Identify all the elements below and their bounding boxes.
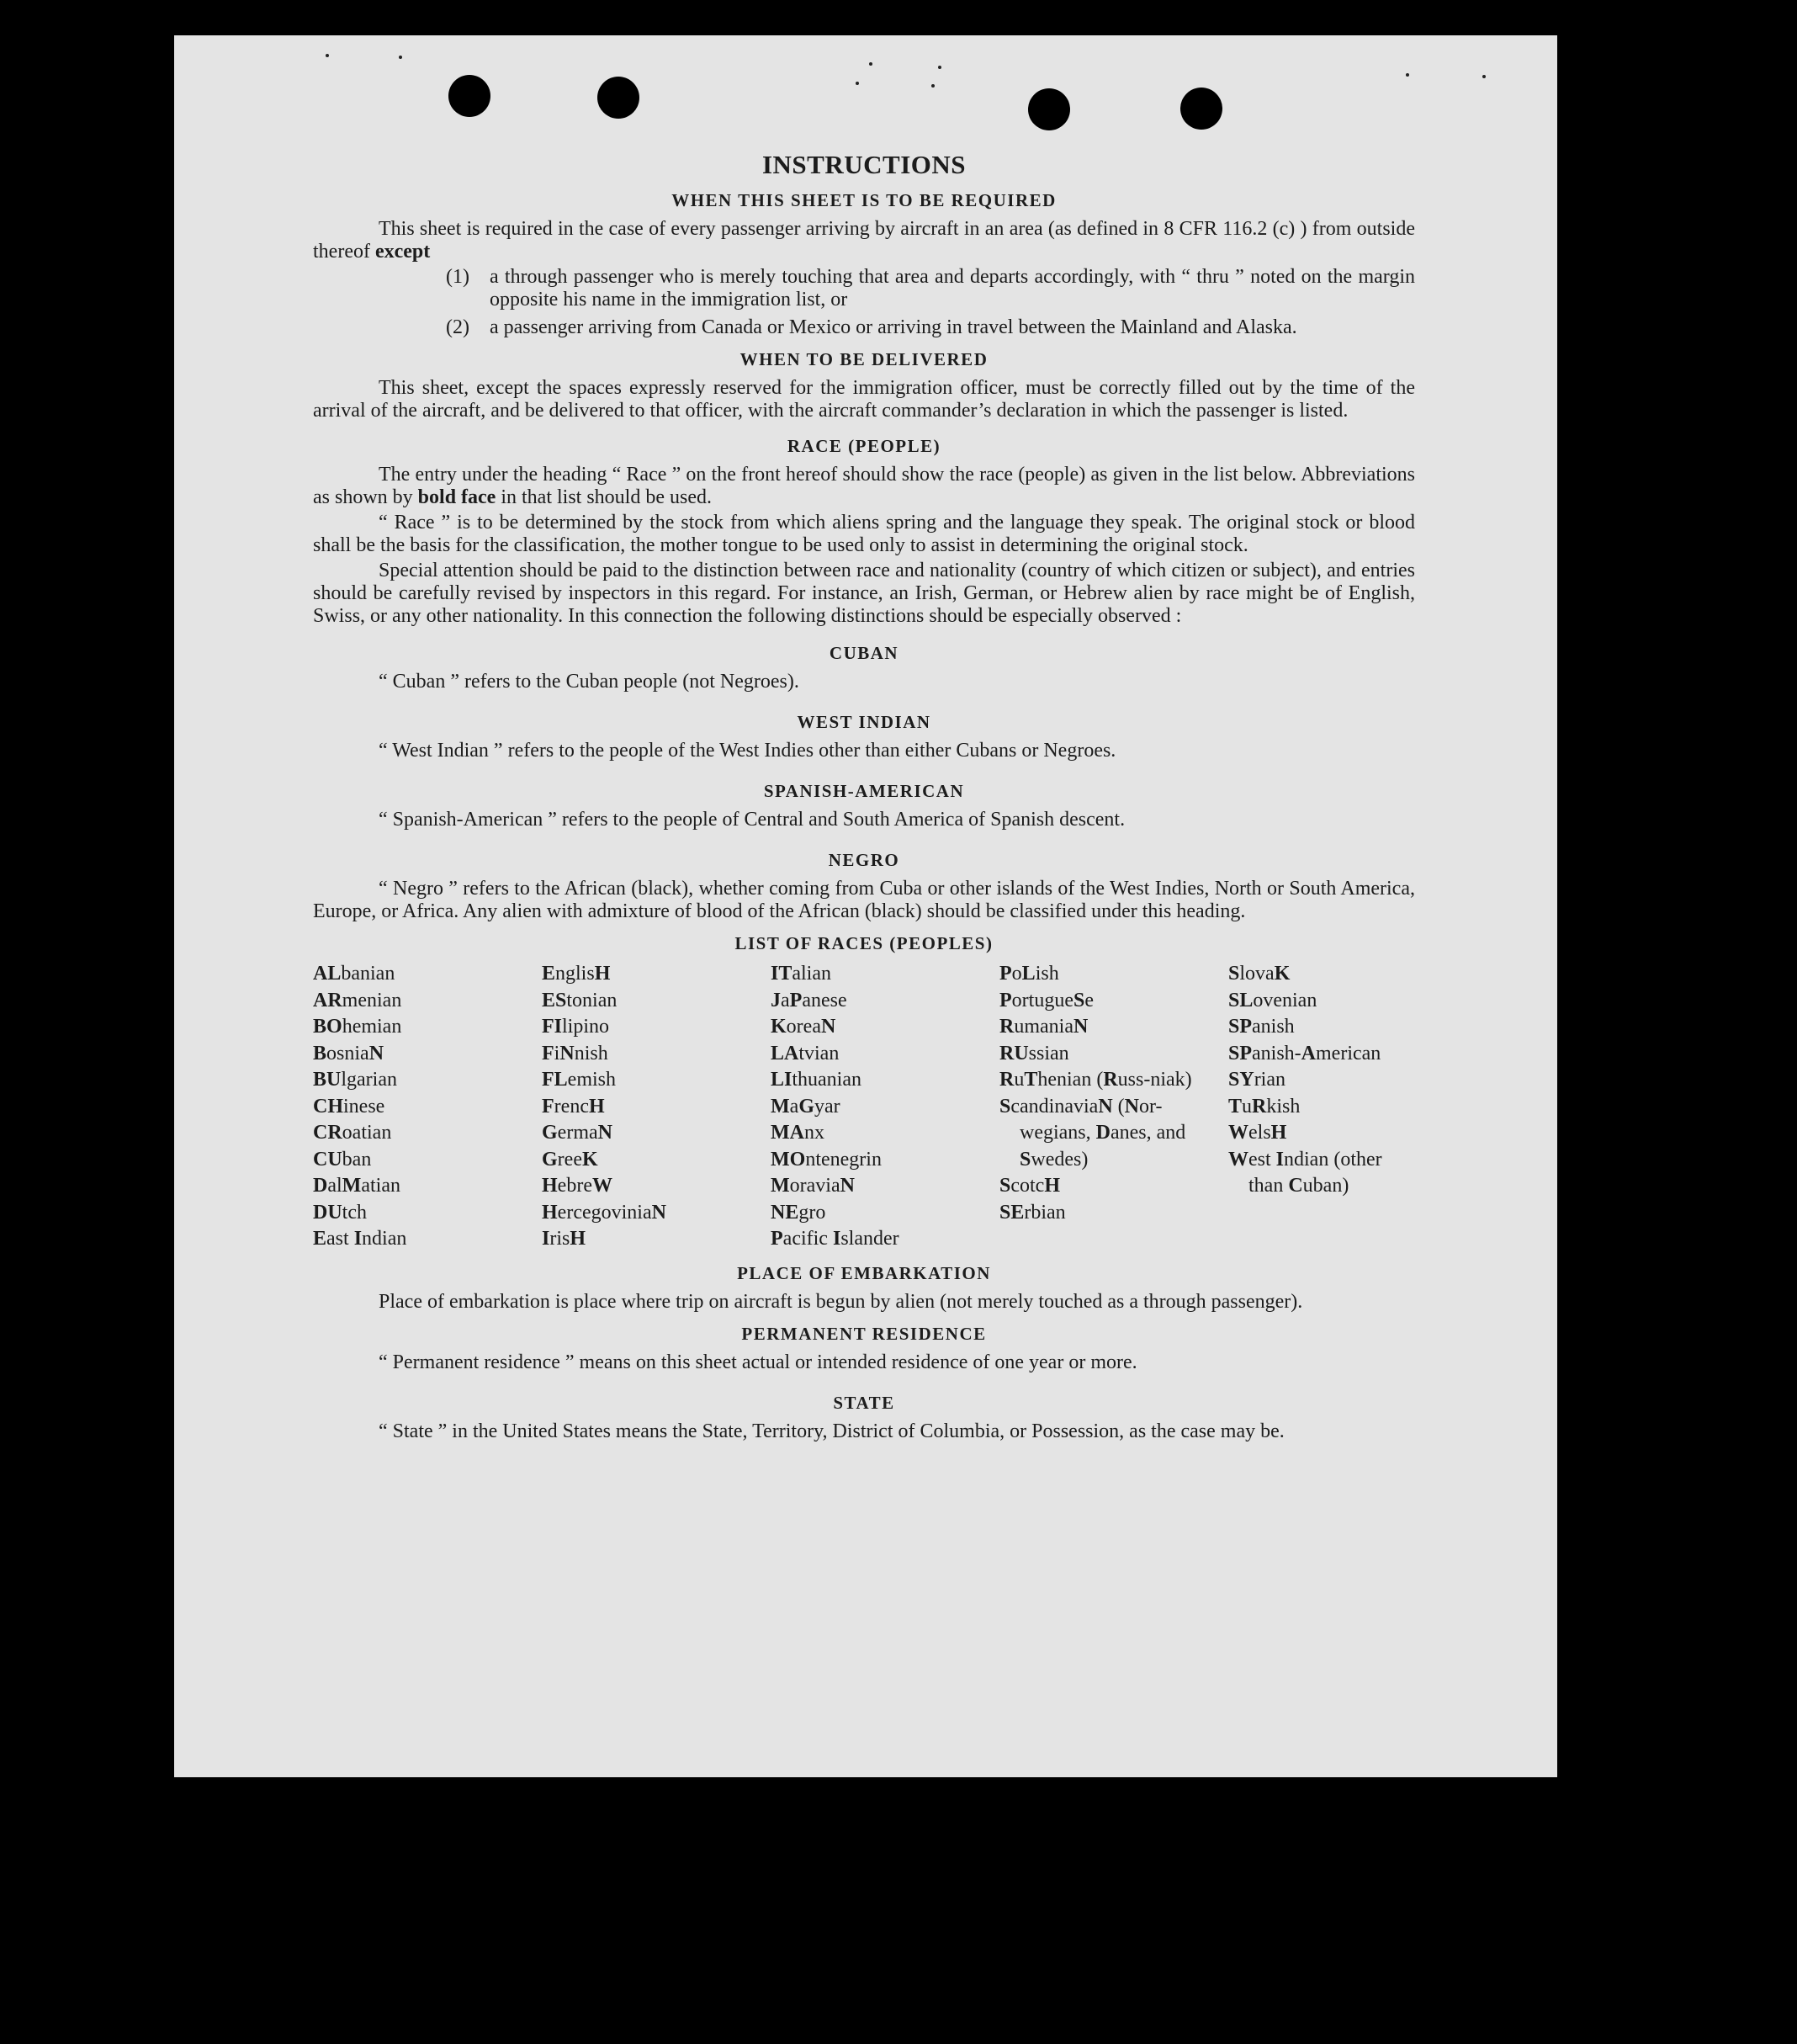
race-entry: LAtvian	[771, 1042, 840, 1064]
race-entry: SPanish	[1228, 1016, 1295, 1038]
race-entry: FrencH	[542, 1095, 605, 1118]
race-entry: WelsH	[1228, 1122, 1287, 1144]
dust-speck	[931, 84, 935, 88]
race-entry: RumaniaN	[999, 1016, 1089, 1038]
race-entry: FIlipino	[542, 1016, 610, 1038]
race-entry: BUlgarian	[313, 1069, 397, 1091]
race-column	[771, 961, 999, 1253]
race-list	[313, 961, 1415, 1253]
race-entry: ScandinaviaN (Nor-wegians, Danes, and Swedes)	[999, 1095, 1186, 1171]
exception-number: (2)	[446, 316, 469, 338]
race-entry: RuThenian (Russ-niak)	[999, 1069, 1192, 1091]
heading-west-indian: WEST INDIAN	[797, 712, 931, 732]
heading-permanent-residence: PERMANENT RESIDENCE	[741, 1323, 987, 1344]
page-title: INSTRUCTIONS	[761, 150, 966, 179]
race-entry: ARmenian	[313, 989, 402, 1011]
state-text: “ State ” in the United States means the State, Territory, District of Columbia, or Possession, as the case may be.	[379, 1420, 1285, 1442]
race-entry: FLemish	[542, 1069, 616, 1091]
race-entry: LIthuanian	[771, 1069, 861, 1091]
when-required-intro-text: This sheet is required in the case of every passenger arriving by aircraft in an area (as defined in 8 CFR 116.2 (c) ) from outside thereof	[313, 218, 1415, 263]
race-entry: CRoatian	[313, 1122, 392, 1144]
cuban-text: “ Cuban ” refers to the Cuban people (not Negroes).	[379, 671, 799, 693]
dust-speck	[938, 66, 941, 69]
heading-when-delivered: WHEN TO BE DELIVERED	[739, 349, 989, 369]
race-entry: MOntenegrin	[771, 1148, 882, 1171]
race-entry: MaGyar	[771, 1095, 840, 1118]
race-entry: SLovenian	[1228, 989, 1317, 1011]
race-paragraph-1-end: in that list should be used.	[501, 486, 712, 508]
race-entry: EnglisH	[542, 963, 611, 985]
race-entry: DUtch	[313, 1201, 367, 1224]
race-entry: ScotcH	[999, 1175, 1061, 1197]
document-page	[174, 35, 1557, 1777]
dust-speck	[399, 56, 402, 59]
exception-text: a through passenger who is merely touching that area and departs accordingly, with “ thru ” noted on the margin opposite his name in the immigration list, or	[490, 266, 1415, 311]
exception-number: (1)	[446, 266, 469, 288]
race-entry: HercegoviniaN	[542, 1201, 666, 1224]
race-entry: GreeK	[542, 1148, 598, 1171]
race-entry: GermaN	[542, 1122, 612, 1144]
race-entry: RUssian	[999, 1042, 1069, 1064]
race-entry: KoreaN	[771, 1016, 836, 1038]
when-delivered-text: This sheet, except the spaces expressly reserved for the immigration officer, must be correctly filled out by the time of the arrival of the aircraft, and be delivered to that officer, with the aircraft commander’s declaration in which the passenger is listed.	[313, 377, 1415, 422]
permanent-residence-text: “ Permanent residence ” means on this sheet actual or intended residence of one year or more.	[379, 1351, 1137, 1373]
heading-state: STATE	[833, 1392, 895, 1413]
race-column	[1228, 961, 1415, 1253]
heading-race: RACE (PEOPLE)	[787, 436, 941, 456]
race-entry: PoLish	[999, 963, 1059, 985]
race-entry: JaPanese	[771, 989, 847, 1011]
except-word: except	[374, 241, 431, 263]
race-paragraph-3: Special attention should be paid to the distinction between race and nationality (country of which citizen or subject), and entries should be carefully revised by inspectors in this regard. For instance, an Irish, German, or Hebrew alien by race might be of English, Swiss, or any other nationality. In this connection the following distinctions should be especially observed :	[313, 560, 1415, 627]
west-indian-text: “ West Indian ” refers to the people of the West Indies other than either Cubans or Negroes.	[379, 740, 1116, 762]
race-entry: FiNnish	[542, 1042, 608, 1064]
race-entry: BosniaN	[313, 1042, 384, 1064]
race-entry: MoraviaN	[771, 1175, 855, 1197]
race-entry: PortugueSe	[999, 989, 1094, 1011]
heading-spanish-american: SPANISH-AMERICAN	[763, 781, 965, 801]
race-entry: EStonian	[542, 989, 618, 1011]
dust-speck	[1482, 75, 1486, 78]
race-column	[542, 961, 771, 1253]
punch-hole	[1028, 88, 1070, 130]
heading-list-of-races: LIST OF RACES (PEOPLES)	[734, 933, 994, 953]
race-paragraph-2: “ Race ” is to be determined by the stock from which aliens spring and the language they speak. The original stock or blood shall be the basis for the classification, the mother tongue to be used only to assist in determining the original stock.	[313, 512, 1415, 556]
punch-hole	[597, 77, 639, 119]
place-of-embarkation-text: Place of embarkation is place where trip on aircraft is begun by alien (not merely touched as a through passenger).	[379, 1290, 1303, 1313]
race-entry: West Indian (other than Cuban)	[1228, 1148, 1382, 1197]
race-entry: IrisH	[542, 1228, 586, 1250]
race-entry: ITalian	[771, 963, 831, 985]
race-column	[999, 961, 1228, 1253]
bold-face-phrase: bold face	[417, 486, 496, 508]
race-entry: SYrian	[1228, 1069, 1285, 1091]
heading-place-of-embarkation: PLACE OF EMBARKATION	[737, 1262, 991, 1283]
race-entry: SPanish-American	[1228, 1042, 1381, 1064]
exception-item	[446, 316, 1415, 339]
dust-speck	[326, 54, 329, 57]
race-entry: ALbanian	[313, 963, 395, 985]
exception-text: a passenger arriving from Canada or Mexico or arriving in travel between the Mainland and Alaska.	[490, 316, 1297, 338]
exception-item	[446, 266, 1415, 311]
punch-hole	[1180, 88, 1222, 130]
race-column	[313, 961, 542, 1253]
when-required-intro	[313, 218, 1415, 263]
race-entry: MAnx	[771, 1122, 824, 1144]
race-entry: HebreW	[542, 1175, 612, 1197]
race-entry: Pacific Islander	[771, 1228, 899, 1250]
heading-when-required: WHEN THIS SHEET IS TO BE REQUIRED	[671, 190, 1057, 210]
race-entry: East Indian	[313, 1228, 407, 1250]
heading-negro: NEGRO	[828, 850, 900, 870]
race-entry: SlovaK	[1228, 963, 1291, 985]
race-entry: TuRkish	[1228, 1095, 1301, 1118]
race-entry: DalMatian	[313, 1175, 400, 1197]
race-entry: CHinese	[313, 1095, 385, 1118]
instructions-content	[313, 150, 1415, 1443]
dust-speck	[1406, 73, 1409, 77]
race-paragraph-1	[313, 464, 1415, 509]
spanish-american-text: “ Spanish-American ” refers to the people of Central and South America of Spanish descent.	[379, 809, 1126, 831]
race-entry: CUban	[313, 1148, 372, 1171]
race-entry: BOhemian	[313, 1016, 402, 1038]
race-entry: NEgro	[771, 1201, 826, 1224]
heading-cuban: CUBAN	[829, 643, 899, 663]
dust-speck	[869, 62, 872, 66]
negro-text: “ Negro ” refers to the African (black), whether coming from Cuba or other islands of the West Indies, North or South America, Europe, or Africa. Any alien with admixture of blood of the African (black) should be classified under this heading.	[313, 878, 1415, 922]
race-paragraph-1-start: The entry under the heading “ Race ” on the front hereof should show the race (people) as given in the list below. Abbreviations as shown by	[313, 464, 1415, 508]
race-entry: SErbian	[999, 1201, 1066, 1224]
punch-hole	[448, 75, 490, 117]
dust-speck	[856, 82, 859, 85]
